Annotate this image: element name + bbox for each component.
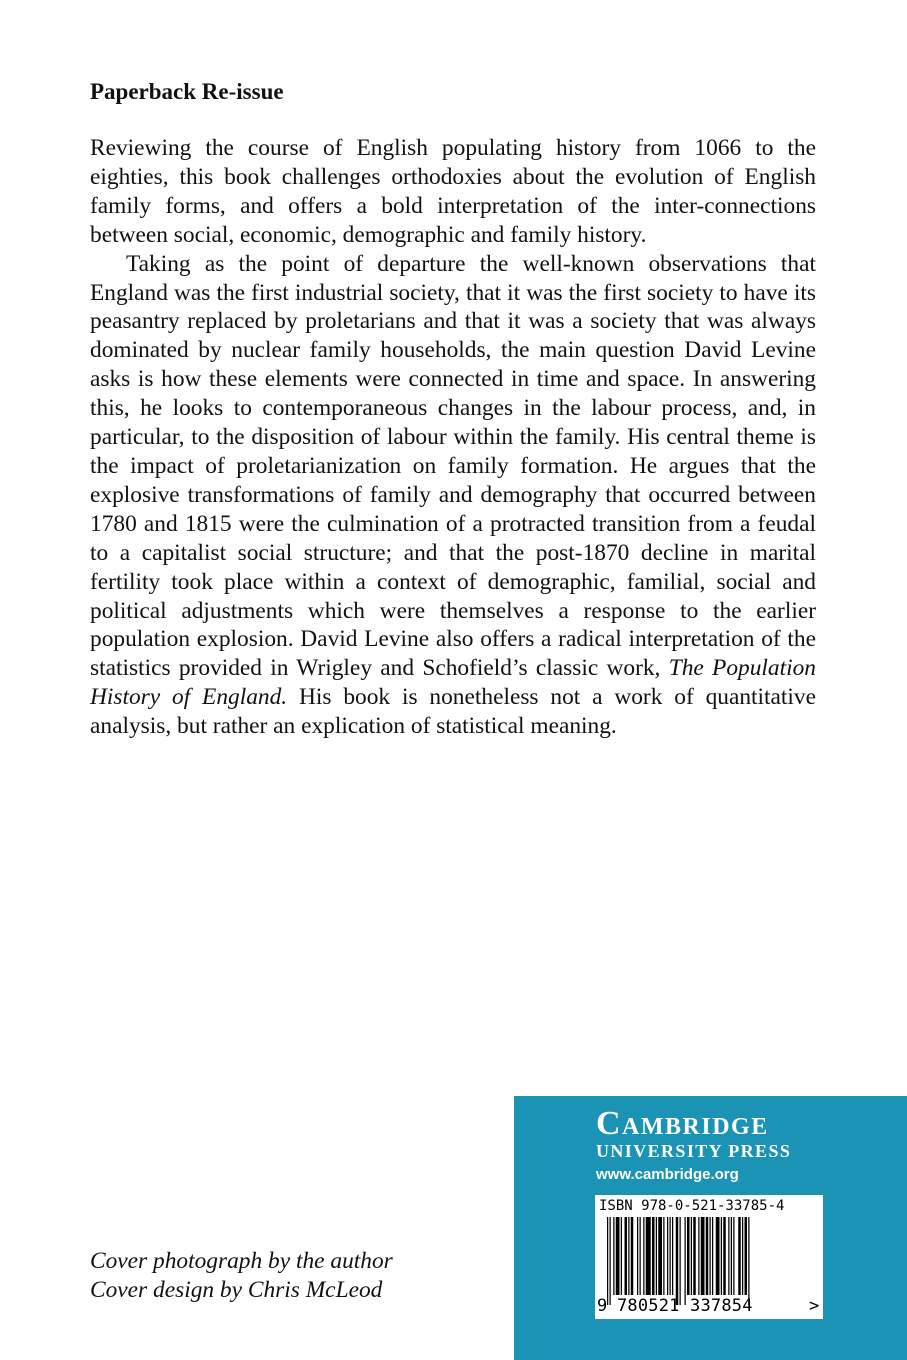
isbn-label: ISBN 978-0-521-33785-4 [599,1198,785,1214]
ean-digits: 780521 337854 [617,1296,753,1316]
barcode-bar [721,1217,722,1295]
blurb-text [90,134,816,741]
barcode-bar [691,1217,692,1295]
barcode-bar [701,1217,705,1295]
ean-first-digit: 9 [597,1296,608,1316]
blurb-heading: Paperback Re-issue [90,79,284,104]
cited-book-title: The Population History of England. [90,655,817,711]
barcode-bar [748,1217,749,1305]
barcode-bars [607,1217,807,1305]
barcode-bar [693,1217,696,1295]
barcode-bar [658,1217,662,1295]
barcode-bar [712,1217,713,1295]
cover-credits [90,1247,393,1305]
barcode-bar [607,1217,608,1305]
barcode-bar [706,1217,709,1295]
blurb-paragraph-1: Reviewing the course of English populating history from 1066 to the eighties, this book challenges orthodoxies about the evolution of English family forms, and offers a bold interpretation of the inter-connections between social, economic, demographic and family history. [90,135,816,248]
barcode-bar [616,1217,620,1295]
blurb-paragraph-2-end: His book is nonetheless not a work of quantitative analysis, but rather an explication of statistical meaning. [90,684,816,740]
barcode-bar [742,1217,743,1295]
blurb-paragraph-2-start: Taking as the point of departure the well-known observations that England was the first industrial society, that it was the first society to have its peasantry replaced by proletarians and that it was a society that was always dominated by nuclear family households, the main question David Levine asks is how these elements were connected in time and space. In answering this, he looks to contemporaneous changes in the labour process, and, in particular, to the disposition of labour within the family. His central theme is the impact of proletarianization on family formation. He argues that the explosive transformations of family and demography that occurred between 1780 and 1815 were the culmination of a protracted transition from a feudal to a capitalist social structure; and that the post-1870 decline in marital fertility took place within a context of demographic, familial, social and political adjustments which were themselves a response to the earlier population explosion. David Levine also offers a radical interpretation of the statistics provided in Wrigley and Schofield’s classic work, [90,250,816,682]
barcode-bar [628,1217,629,1295]
barcode-bar [625,1217,628,1295]
barcode-bar [643,1217,644,1295]
isbn-barcode [595,1195,823,1319]
barcode-bar [698,1217,699,1295]
barcode-bar [731,1217,732,1295]
barcode-bar [621,1217,622,1295]
barcode-bar [610,1217,611,1305]
blurb-paragraph-2 [90,250,816,741]
barcode-bar [733,1217,734,1295]
barcode-bar [723,1217,726,1295]
barcode-bar [685,1217,686,1305]
barcode-bar [640,1217,641,1295]
barcode-bar [745,1217,748,1295]
barcode-bar [646,1217,651,1295]
barcode-bar [670,1217,671,1295]
publisher-name: Cambridge [596,1105,769,1142]
barcode-bar [728,1217,729,1295]
barcode-bar [710,1217,711,1295]
barcode-bar [676,1217,679,1305]
barcode-bar [631,1217,634,1295]
publisher-panel [514,1096,907,1360]
design-credit: Cover design by Chris McLeod [90,1277,383,1303]
barcode-bar [637,1217,638,1295]
barcode-bar [656,1217,657,1295]
barcode-bar [680,1217,681,1305]
barcode-bar [663,1217,664,1295]
barcode-bar [716,1217,720,1295]
barcode-bar [667,1217,668,1295]
barcode-bar [738,1217,741,1295]
ean-arrow: > [809,1296,820,1316]
barcode-bar [672,1217,673,1295]
publisher-website: www.cambridge.org [596,1166,739,1183]
photo-credit: Cover photograph by the author [90,1248,393,1274]
publisher-press: UNIVERSITY PRESS [596,1141,792,1161]
barcode-bar [652,1217,655,1295]
barcode-bar [687,1217,690,1295]
barcode-bar [613,1217,614,1295]
